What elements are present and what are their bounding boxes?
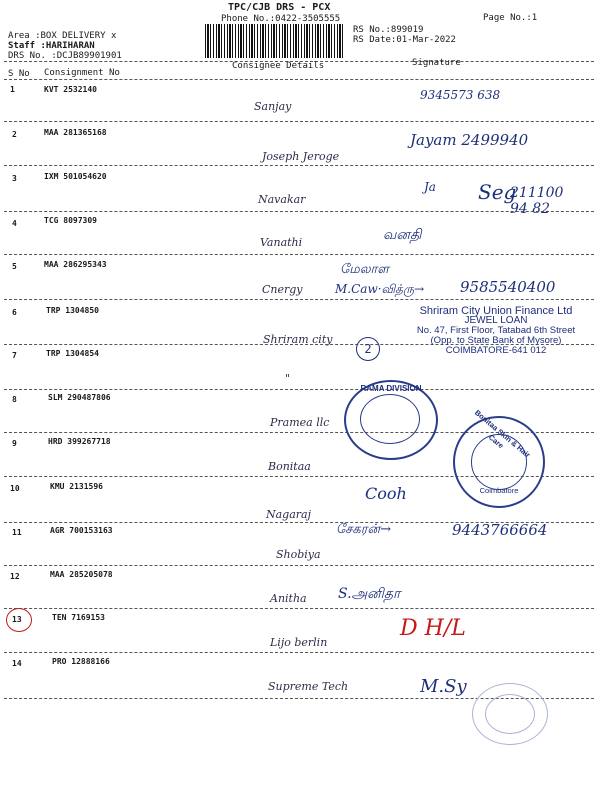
row-consignee: Pramea llc: [270, 416, 330, 429]
row-consignment-no: TRP 1304850: [46, 306, 99, 315]
column-header-sno: S No: [8, 69, 30, 79]
row-signature: Jayam 2499940: [410, 131, 529, 149]
area-label: Area :BOX DELIVERY x: [8, 31, 117, 41]
row-consignment-no: MAA 286295343: [44, 260, 107, 269]
round-stamp-text: RAMA DIVISION: [360, 384, 422, 393]
row-consignment-no: TRP 1304854: [46, 349, 99, 358]
row-signature-scrawl: M.Caw·வித்ரு→: [335, 282, 425, 296]
row-signature: M.Sy: [420, 676, 467, 697]
stamp-city: COIMBATORE-641 012: [445, 345, 547, 356]
row-sno: 4: [12, 219, 17, 228]
row-signature: D H/L: [400, 616, 466, 641]
row-sno: 9: [12, 439, 17, 448]
row-consignee: Cnergy: [262, 283, 303, 296]
row-consignee: Lijo berlin: [270, 636, 328, 649]
page-number: Page No.:1: [483, 13, 538, 23]
document-title: TPC/CJB DRS - PCX: [228, 2, 331, 13]
row-signature-scrawl: சேகரன்→: [336, 522, 391, 537]
column-header-consignment: Consignment No: [44, 68, 120, 78]
row-signature: S.அனிதா: [338, 586, 401, 602]
stamp-department: JEWEL LOAN: [464, 315, 528, 326]
row-sno: 12: [10, 572, 20, 581]
row-consignee: Shobiya: [276, 548, 321, 561]
row-consignee: Nagaraj: [266, 508, 312, 521]
rs-number: RS No.:899019: [353, 25, 424, 35]
round-stamp-inner: [360, 394, 420, 444]
row-consignment-no: MAA 281365168: [44, 128, 107, 137]
row-consignment-no: AGR 700153163: [50, 526, 113, 535]
phone-number: Phone No.:0422-3505555: [221, 14, 341, 24]
row-divider: [4, 299, 594, 300]
drs-number: DRS No. :DCJB89901901: [8, 51, 122, 61]
row-signature-scrawl: Seg: [478, 180, 517, 204]
row-sno: 8: [12, 395, 17, 404]
bonitaa-stamp: [453, 407, 545, 508]
row-divider: [4, 652, 594, 653]
row-signature: வனதி: [383, 227, 422, 243]
bonitaa-stamp-city: Coimbatore: [479, 486, 519, 495]
row-consignment-no: HRD 399267718: [48, 437, 111, 446]
row-signature-mark: Ja: [424, 180, 436, 194]
faint-stamp-inner: [485, 694, 535, 734]
row-consignment-no: PRO 12888166: [52, 657, 110, 666]
circled-number-mark: 2: [356, 337, 380, 361]
staff-label: Staff :HARIHARAN: [8, 41, 95, 51]
row-consignee: ": [285, 372, 291, 385]
row-sno: 11: [12, 528, 22, 537]
row-consignee: Bonitaa: [268, 460, 311, 473]
row-divider: [4, 254, 594, 255]
row-sno: 10: [10, 484, 20, 493]
row-consignment-no: TCG 8097309: [44, 216, 97, 225]
row-signature: Cooh: [365, 484, 407, 503]
row-consignment-no: IXM 501054620: [44, 172, 107, 181]
row-consignee: Shriram city: [263, 333, 333, 346]
row-consignee: Sanjay: [254, 100, 292, 113]
row-consignment-no: TEN 7169153: [52, 613, 105, 622]
row-sno: 13: [12, 615, 22, 624]
row-divider: [4, 608, 594, 609]
row-sno: 1: [10, 85, 15, 94]
row-consignee: Supreme Tech: [268, 680, 349, 693]
row-signature: 9443766664: [452, 521, 548, 539]
row-divider: [4, 389, 594, 390]
row-consignment-no: KVT 2532140: [44, 85, 97, 94]
column-header-consignee: Consignee Details: [232, 61, 325, 71]
stamp-landmark: (Opp. to State Bank of Mysore): [430, 335, 562, 346]
shriram-stamp: [396, 306, 596, 356]
row-divider: [4, 565, 594, 566]
row-signature: 9585540400: [460, 278, 556, 296]
row-consignee: Anitha: [270, 592, 307, 605]
row-signature-tamil: மேலாள: [340, 262, 390, 277]
stamp-address: No. 47, First Floor, Tatabad 6th Street: [416, 325, 576, 336]
row-consignment-no: MAA 285205078: [50, 570, 113, 579]
row-signature: 21110094 82: [510, 185, 564, 217]
row-consignee: Vanathi: [260, 236, 303, 249]
row-divider: [4, 165, 594, 166]
row-sno: 3: [12, 174, 17, 183]
header-divider-bottom: [4, 79, 594, 80]
row-consignment-no: KMU 2131596: [50, 482, 103, 491]
row-consignee: Joseph Jeroge: [262, 150, 340, 163]
row-sno: 7: [12, 351, 17, 360]
barcode: [205, 24, 345, 58]
stamp-company: Shriram City Union Finance Ltd: [419, 305, 573, 317]
row-sno: 2: [12, 130, 17, 139]
rs-date: RS Date:01-Mar-2022: [353, 35, 456, 45]
row-consignment-no: SLM 290487806: [48, 393, 111, 402]
bonitaa-stamp-text: Bonitaa Skin & Hair Care: [472, 407, 533, 460]
column-header-signature: Signature: [412, 58, 461, 68]
faint-stamp: [472, 683, 548, 745]
row-divider: [4, 211, 594, 212]
row-sno: 14: [12, 659, 22, 668]
row-sno: 6: [12, 308, 17, 317]
row-sno: 5: [12, 262, 17, 271]
row-consignee: Navakar: [258, 193, 306, 206]
row-divider: [4, 121, 594, 122]
round-stamp: [344, 380, 438, 460]
row-signature: 9345573 638: [420, 88, 501, 102]
